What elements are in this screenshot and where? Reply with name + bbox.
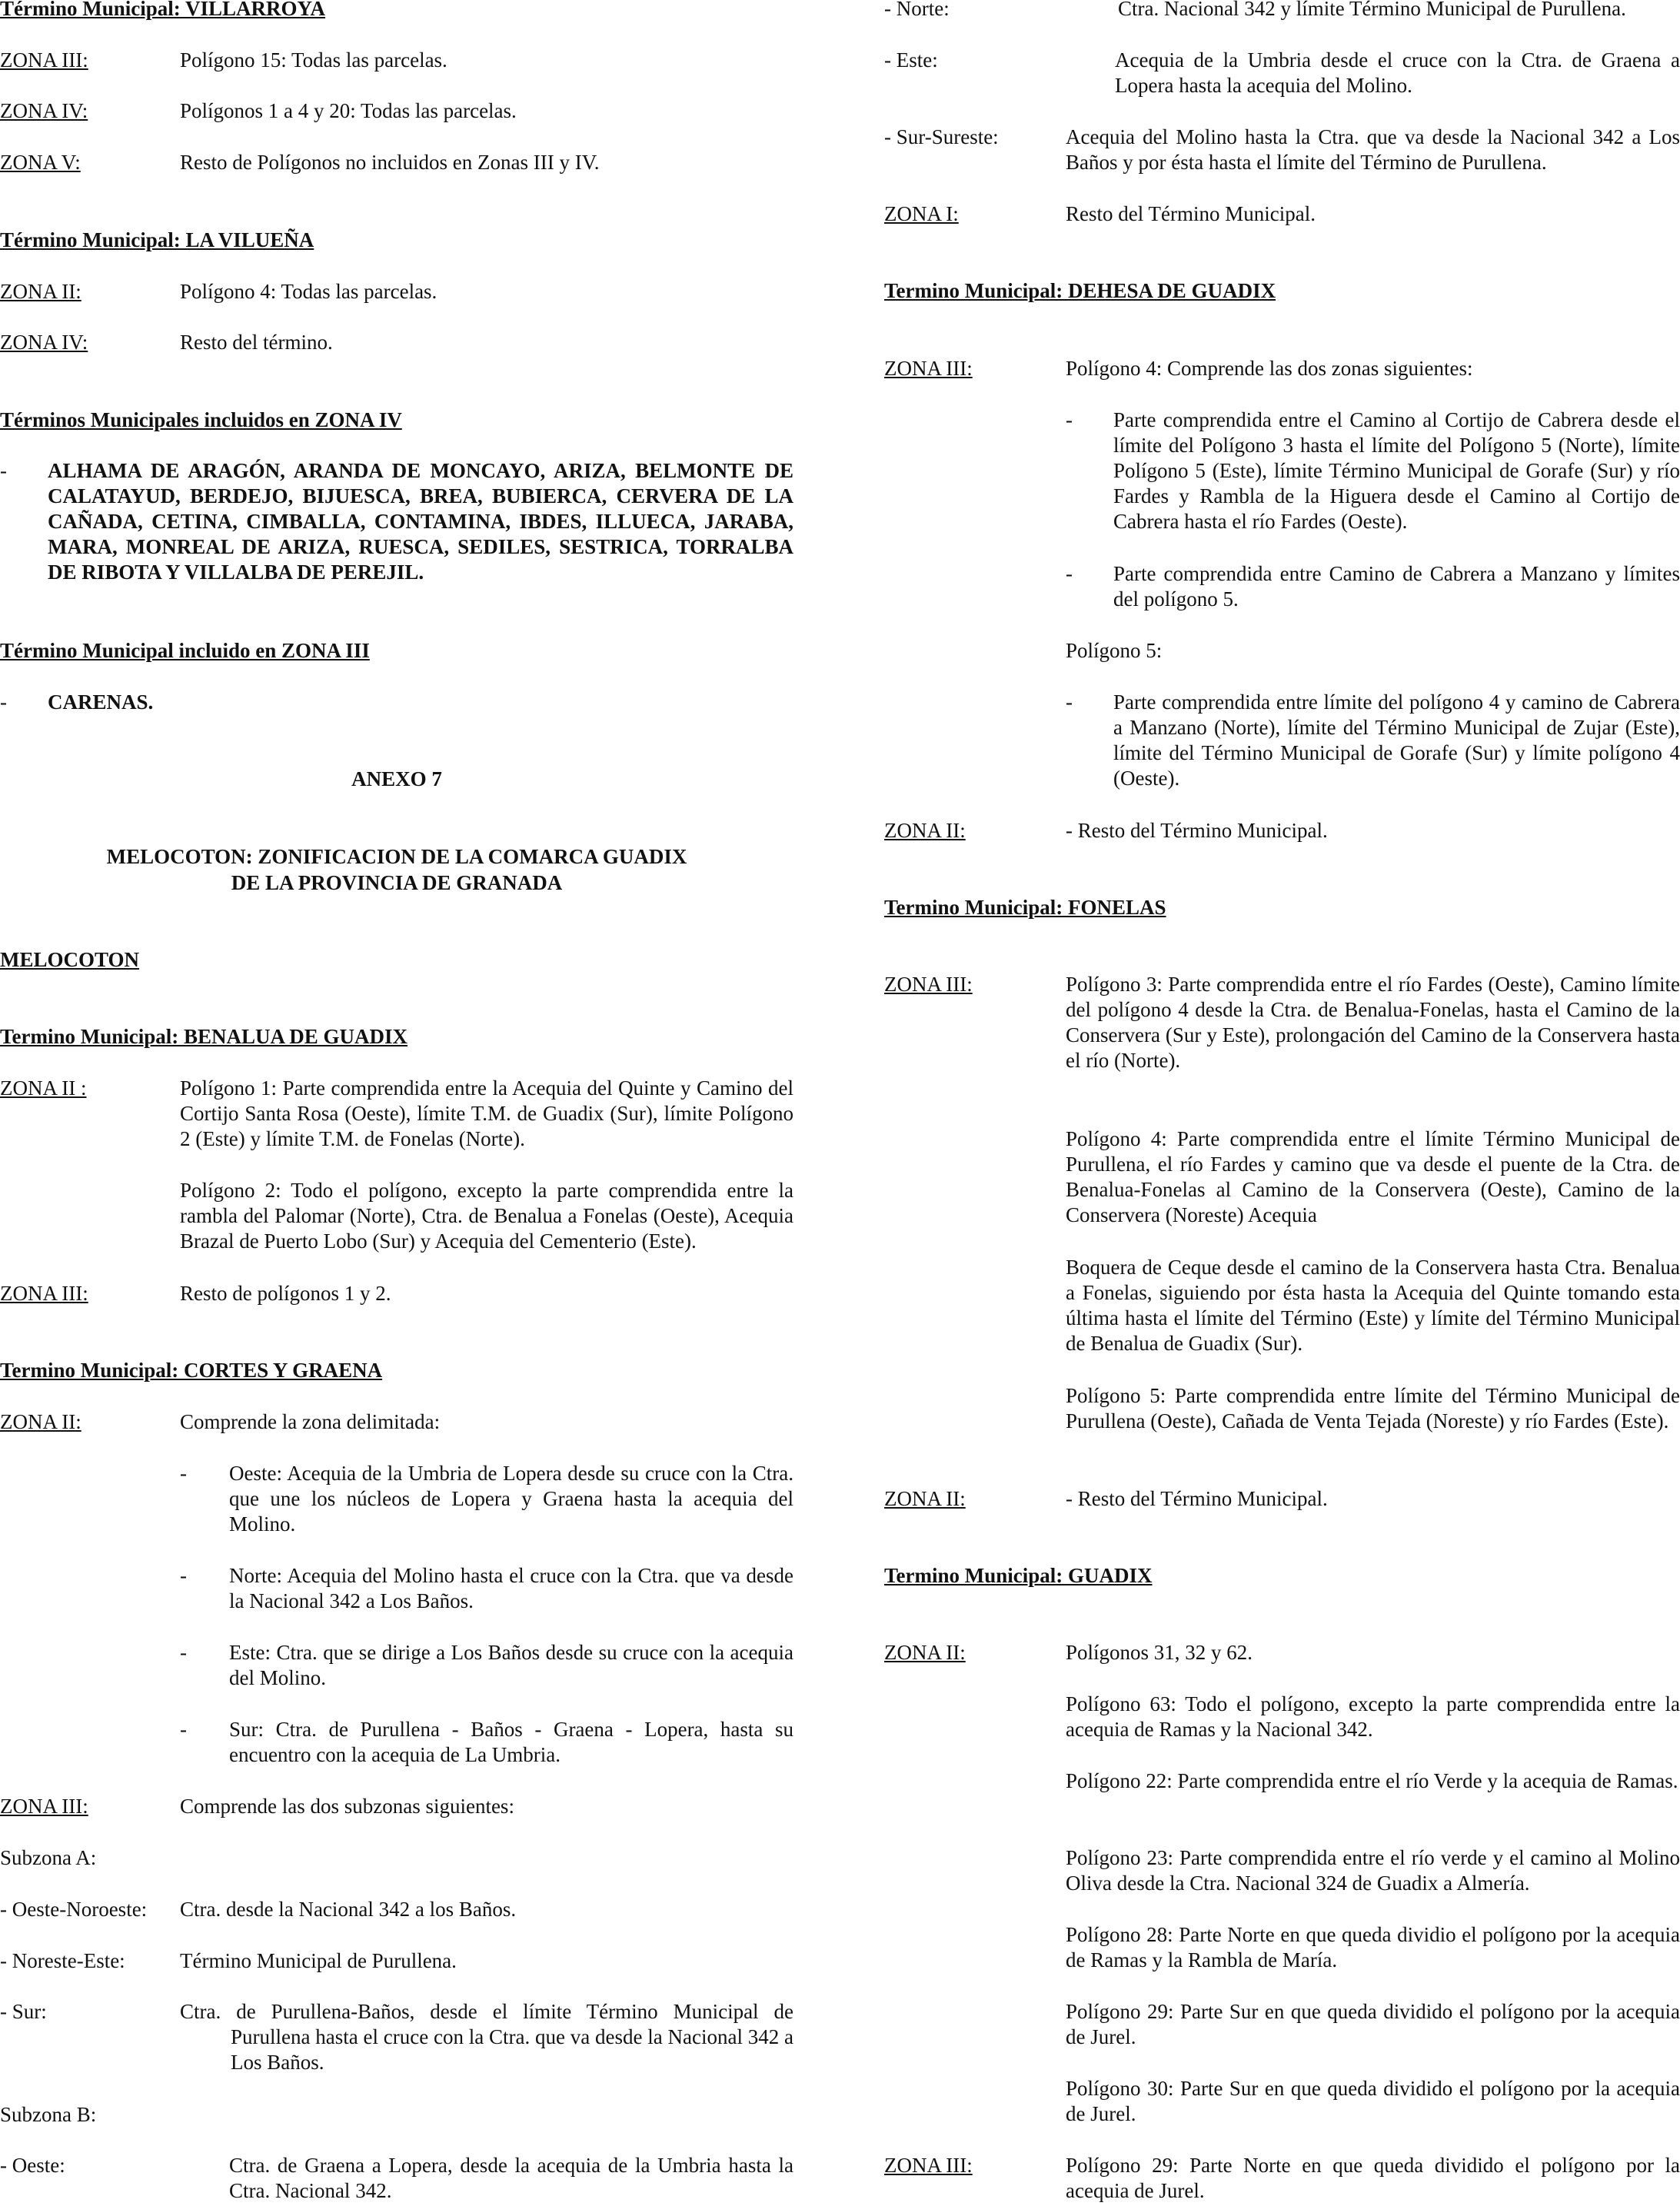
zona-label: ZONA III: [0,48,88,72]
subzona-a-label: Subzona A: [0,1846,97,1869]
heading-dehesa-de-guadix: Termino Municipal: DEHESA DE GUADIX [884,279,1276,302]
heading-la-viluena: Término Municipal: LA VILUEÑA [0,228,314,251]
heading-fonelas: Termino Municipal: FONELAS [884,896,1166,919]
heading-villarroya: Término Municipal: VILLARROYA [0,0,326,20]
zona-text: Polígono 29: Parte Norte en que queda dividido el polígono por la acequia de Jurel. [1066,2154,1680,2202]
zona-label: ZONA III: [884,2154,973,2177]
boundary-text: Acequia del Molino hasta la Ctra. que va desde la Nacional 342 a Los Baños y por ésta hasta el límite del Término de Purullena. [1066,125,1680,174]
zona-text: Polígono 3: Parte comprendida entre el río Fardes (Oeste), Camino límite del polígono 4 desde la Ctra. de Benalua-Fonelas, hasta el Camino de la Conservera (Sur y Este), prolongación del Camino de la Conservera hasta el río (Norte). [1066,973,1680,1072]
zona-text: Polígono 15: Todas las parcelas. [180,48,447,72]
zona-label: ZONA III: [884,357,973,380]
boundary-label: - Oeste: [0,2154,65,2177]
zona-label: ZONA IV: [0,99,88,122]
bullet-dash: - [1066,408,1073,431]
zona-label: ZONA II: [884,819,966,842]
bullet-text: Oeste: Acequia de la Umbria de Lopera desde su cruce con la Ctra. que une los núcleos de Lopera y Graena hasta la acequia del Molino. [229,1462,793,1536]
boundary-label: - Oeste-Noroeste: [0,1898,148,1921]
zona-text: Polígonos 31, 32 y 62. [1066,1641,1253,1664]
bullet-dash: - [180,1641,187,1664]
bullet-dash: - [1066,562,1073,585]
zona-label: ZONA III: [884,973,973,996]
bullet-text: Parte comprendida entre el Camino al Cortijo de Cabrera desde el límite del Polígono 3 hasta el límite del Polígono 5 (Norte), límite Polígono 5 (Este), límite Término Municipal de Gorafe (Sur) y río Fardes y Rambla de la Higuera desde el Camino al Cortijo de Cabrera hasta el río Fardes (Oeste). [1113,408,1680,533]
subzona-b-label: Subzona B: [0,2103,97,2126]
boundary-label: - Sur-Sureste: [884,125,999,148]
bullet-text: Sur: Ctra. de Purullena - Baños - Graena - Lopera, hasta su encuentro con la acequia de La Umbria. [229,1718,793,1766]
zona-label: ZONA V: [0,151,81,174]
zona-text: - Resto del Término Municipal. [1066,1487,1328,1510]
zona-iii-municipality: CARENAS. [48,690,154,714]
zona-text: Comprende las dos subzonas siguientes: [180,1795,514,1818]
bullet-text: Parte comprendida entre límite del polígono 4 y camino de Cabrera a Manzano (Norte), límite del Término Municipal de Zujar (Este), límite del Término Municipal de Gorafe (Sur) y límite polígono 4 (Oeste). [1113,690,1680,790]
poligono-5-intro: Polígono 5: [1066,639,1163,662]
zona-text: Polígono 30: Parte Sur en que queda dividido el polígono por la acequia de Jurel. [1066,2077,1680,2125]
boundary-text: Ctra. Nacional 342 y límite Término Municipal de Purullena. [1118,0,1626,20]
zona-text: Resto de Polígonos no incluidos en Zonas III y IV. [180,151,600,174]
zona-label: ZONA II : [0,1076,87,1100]
zona-label: ZONA II: [884,1487,966,1510]
zona-label: ZONA III: [0,1282,88,1305]
zona-text: - Resto del Término Municipal. [1066,819,1328,842]
zona-text: Polígono 4: Parte comprendida entre el límite Término Municipal de Purullena, el río Fardes y camino que va desde el puente de la Ctra. de Benalua-Fonelas al Camino de la Conservera (Oeste), Camino de la Conservera (Noreste) Acequia [1066,1127,1680,1226]
heading-zona-iv-list: Términos Municipales incluidos en ZONA IV [0,408,402,431]
zona-text: Comprende la zona delimitada: [180,1410,441,1433]
boundary-text: Término Municipal de Purullena. [180,1949,457,1972]
zona-text: Polígono 2: Todo el polígono, excepto la parte comprendida entre la rambla del Palomar (Norte), Ctra. de Benalua a Fonelas (Oeste), Acequia Brazal de Puerto Lobo (Sur) y Acequia del Cementerio (Este). [180,1179,793,1253]
anexo-subtitle-2: DE LA PROVINCIA DE GRANADA [231,871,563,894]
zona-text: Polígono 1: Parte comprendida entre la Acequia del Quinte y Camino del Cortijo Santa Rosa (Oeste), límite T.M. de Guadix (Sur), límite Polígono 2 (Este) y límite T.M. de Fonelas (Norte). [180,1076,793,1150]
zona-text: Polígono 29: Parte Sur en que queda dividido el polígono por la acequia de Jurel. [1066,2000,1680,2048]
bullet-dash: - [180,1564,187,1587]
zona-label: ZONA III: [0,1795,88,1818]
zona-text: Resto de polígonos 1 y 2. [180,1282,391,1305]
zona-text: Resto del Término Municipal. [1066,202,1316,225]
boundary-text: Ctra. de Graena a Lopera, desde la acequia de la Umbria hasta la Ctra. Nacional 342. [229,2154,793,2202]
zona-text: Resto del término. [180,331,333,354]
section-melocoton: MELOCOTON [0,948,140,971]
boundary-text: Acequia de la Umbria desde el cruce con la Ctra. de Graena a Lopera hasta la acequia del Molino. [1115,48,1680,97]
bullet-dash: - [180,1462,187,1485]
zona-text: Polígono 22: Parte comprendida entre el río Verde y la acequia de Ramas. [1066,1769,1678,1792]
heading-cortes-y-graena: Termino Municipal: CORTES Y GRAENA [0,1359,383,1382]
boundary-label: - Sur: [0,2000,47,2023]
bullet-text: Norte: Acequia del Molino hasta el cruce con la Ctra. que va desde la Nacional 342 a Los Baños. [229,1564,793,1612]
heading-benalua: Termino Municipal: BENALUA DE GUADIX [0,1025,408,1048]
boundary-label: - Este: [884,48,938,72]
zona-text: Polígono 28: Parte Norte en que queda dividio el polígono por la acequia de Ramas y la Rambla de María. [1066,1923,1680,1971]
zona-text: Polígono 4: Todas las parcelas. [180,280,437,303]
list-dash: - [0,459,7,482]
zona-text: Polígono 4: Comprende las dos zonas siguientes: [1066,357,1473,380]
boundary-label: - Norte: [884,0,950,20]
bullet-dash: - [180,1718,187,1741]
zona-label: ZONA II: [0,280,82,303]
list-dash: - [0,690,7,714]
zona-text: Polígonos 1 a 4 y 20: Todas las parcelas. [180,99,517,122]
bullet-text: Parte comprendida entre Camino de Cabrera a Manzano y límites del polígono 5. [1113,562,1680,611]
zona-iv-municipalities: ALHAMA DE ARAGÓN, ARANDA DE MONCAYO, ARIZA, BELMONTE DE CALATAYUD, BERDEJO, BIJUESCA, BREA, BUBIERCA, CERVERA DE LA CAÑADA, CETINA, CIMBALLA, CONTAMINA, IBDES, ILLUECA, JARABA, MARA, MONREAL DE ARIZA, RUESCA, SEDILES, SESTRICA, TORRALBA DE RIBOTA Y VILLALBA DE PEREJIL. [48,459,793,584]
zona-label: ZONA IV: [0,331,88,354]
anexo-title: ANEXO 7 [351,767,442,790]
boundary-label: - Noreste-Este: [0,1949,125,1972]
zona-label: ZONA II: [0,1410,82,1433]
bullet-text: Este: Ctra. que se dirige a Los Baños desde su cruce con la acequia del Molino. [229,1641,793,1689]
boundary-text: Ctra. desde la Nacional 342 a los Baños. [180,1898,517,1921]
zona-text: Polígono 5: Parte comprendida entre límite del Término Municipal de Purullena (Oeste), Cañada de Venta Tejada (Noreste) y río Fardes (Este). [1066,1384,1680,1432]
heading-guadix: Termino Municipal: GUADIX [884,1564,1153,1587]
zona-text: Polígono 23: Parte comprendida entre el río verde y el camino al Molino Oliva desde la Ctra. Nacional 324 de Guadix a Almería. [1066,1846,1680,1895]
heading-zona-iii-single: Término Municipal incluido en ZONA III [0,639,370,662]
zona-label: ZONA I: [884,202,959,225]
bullet-dash: - [1066,690,1073,714]
anexo-subtitle-1: MELOCOTON: ZONIFICACION DE LA COMARCA GUADIX [106,845,687,868]
boundary-text: Ctra. de Purullena-Baños, desde el límite Término Municipal de Purullena hasta el cruce con la Ctra. que va desde la Nacional 342 a Los Baños. [180,2000,793,2074]
zona-text: Boquera de Ceque desde el camino de la Conservera hasta Ctra. Benalua a Fonelas, siguiendo por ésta hasta la Acequia del Quinte tomando esta última hasta el límite del Término (Este) y límite del Término Municipal de Benalua de Guadix (Sur). [1066,1256,1680,1355]
zona-text: Polígono 63: Todo el polígono, excepto la parte comprendida entre la acequia de Ramas y la Nacional 342. [1066,1692,1680,1741]
zona-label: ZONA II: [884,1641,966,1664]
